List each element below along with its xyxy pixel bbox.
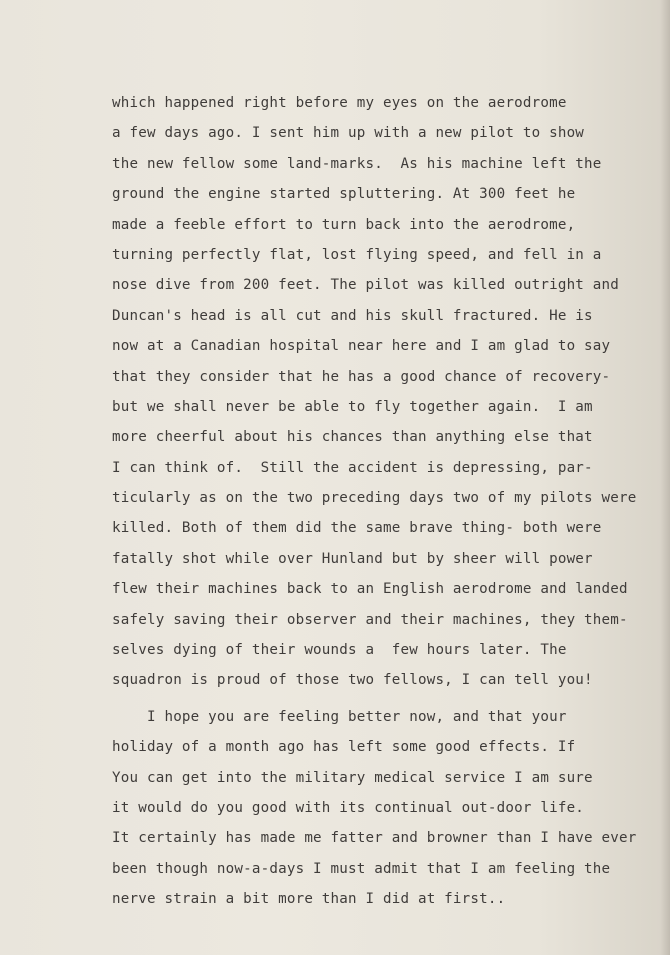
text-line: that they consider that he has a good chance of recovery- [112,368,611,385]
text-line: Duncan's head is all cut and his skull fractured. He is [112,307,593,324]
text-line: which happened right before my eyes on the aerodrome [112,95,567,111]
text-line: killed. Both of them did the same brave thing- both were [112,520,602,537]
text-line: fatally shot while over Hunland but by sheer will power [112,550,593,567]
text-line: it would do you good with its continual out-door life. [112,799,585,816]
text-line: flew their machines back to an English aerodrome and landed [112,581,628,598]
text-line: nerve strain a bit more than I did at first.. [112,891,506,908]
text-line: holiday of a month ago has left some good effects. If [112,739,576,756]
text-line: selves dying of their wounds a few hours later. The [112,642,567,659]
text-line: I can think of. Still the accident is depressing, par- [112,459,593,476]
text-line: the new fellow some land-marks. As his machine left the [112,155,602,172]
text-line: now at a Canadian hospital near here and I am glad to say [112,338,611,355]
text-line: a few days ago. I sent him up with a new pilot to show [112,125,585,142]
letter-body [112,88,662,915]
text-line: I hope you are feeling better now, and that your [112,708,567,725]
text-line: You can get into the military medical service I am sure [112,769,593,786]
text-line: turning perfectly flat, lost flying speed, and fell in a [112,246,602,263]
text-line: nose dive from 200 feet. The pilot was killed outright and [112,277,620,294]
text-line: made a feeble effort to turn back into the aerodrome, [112,216,576,233]
text-line: been though now-a-days I must admit that I am feeling the [112,860,611,877]
text-line: ticularly as on the two preceding days two of my pilots were [112,490,637,507]
text-line: more cheerful about his chances than anything else that [112,429,593,446]
text-line: but we shall never be able to fly together again. I am [112,398,593,415]
text-line: squadron is proud of those two fellows, I can tell you! [112,672,593,689]
text-line: It certainly has made me fatter and browner than I have ever [112,830,637,847]
text-line: safely saving their observer and their machines, they them- [112,611,628,628]
text-line: ground the engine started spluttering. At 300 feet he [112,186,576,203]
